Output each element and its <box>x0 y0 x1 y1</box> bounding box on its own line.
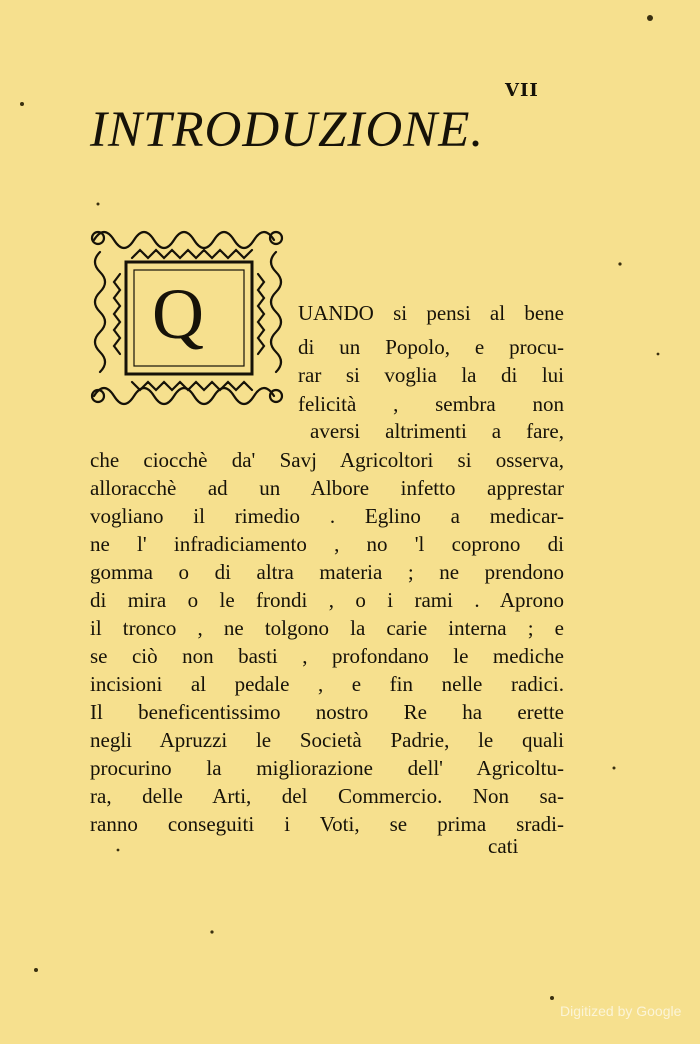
drop-initial: Q <box>152 274 204 354</box>
watermark: Digitized by Google <box>560 1003 682 1019</box>
text-line: il tronco , ne tolgono la carie interna ; e <box>90 616 564 640</box>
text-line: se ciò non basti , profondano le mediche <box>90 644 564 668</box>
text-line-lead: UANDO <box>298 301 374 325</box>
text-line: di mira o le frondi , o i rami . Aprono <box>90 588 564 612</box>
catchword: cati <box>488 834 519 858</box>
text-line: che ciocchè da' Savj Agricoltori si osserva, <box>90 448 564 472</box>
text-line: procurino la migliorazione dell' Agricoltu- <box>90 756 564 780</box>
text-line-rest: aversi altrimenti a fare, <box>310 419 564 443</box>
text-line: alloracchè ad un Albore infetto apprestar <box>90 476 564 500</box>
text-line-rest: felicità , sembra non <box>298 392 564 416</box>
text-line: gomma o di altra materia ; ne prendono <box>90 560 564 584</box>
text-line: ne l' infradiciamento , no 'l coprono di <box>90 532 564 556</box>
text-line: vogliano il rimedio . Eglino a medicar- <box>90 504 564 528</box>
text-line: incisioni al pedale , e fin nelle radici. <box>90 672 564 696</box>
text-line: ra, delle Arti, del Commercio. Non sa- <box>90 784 564 808</box>
text-line-rest: rar si voglia la di lui <box>298 363 564 387</box>
text-line-rest: si pensi al bene <box>373 301 564 325</box>
page-number: VII <box>505 80 539 101</box>
text-line: Il beneficentissimo nostro Re ha erette <box>90 700 564 724</box>
text-line: ranno conseguiti i Voti, se prima sradi- <box>90 812 564 836</box>
text-line: negli Apruzzi le Società Padrie, le quali <box>90 728 564 752</box>
text-line-rest: di un Popolo, e procu- <box>298 335 564 359</box>
chapter-title: INTRODUZIONE. <box>90 102 485 158</box>
